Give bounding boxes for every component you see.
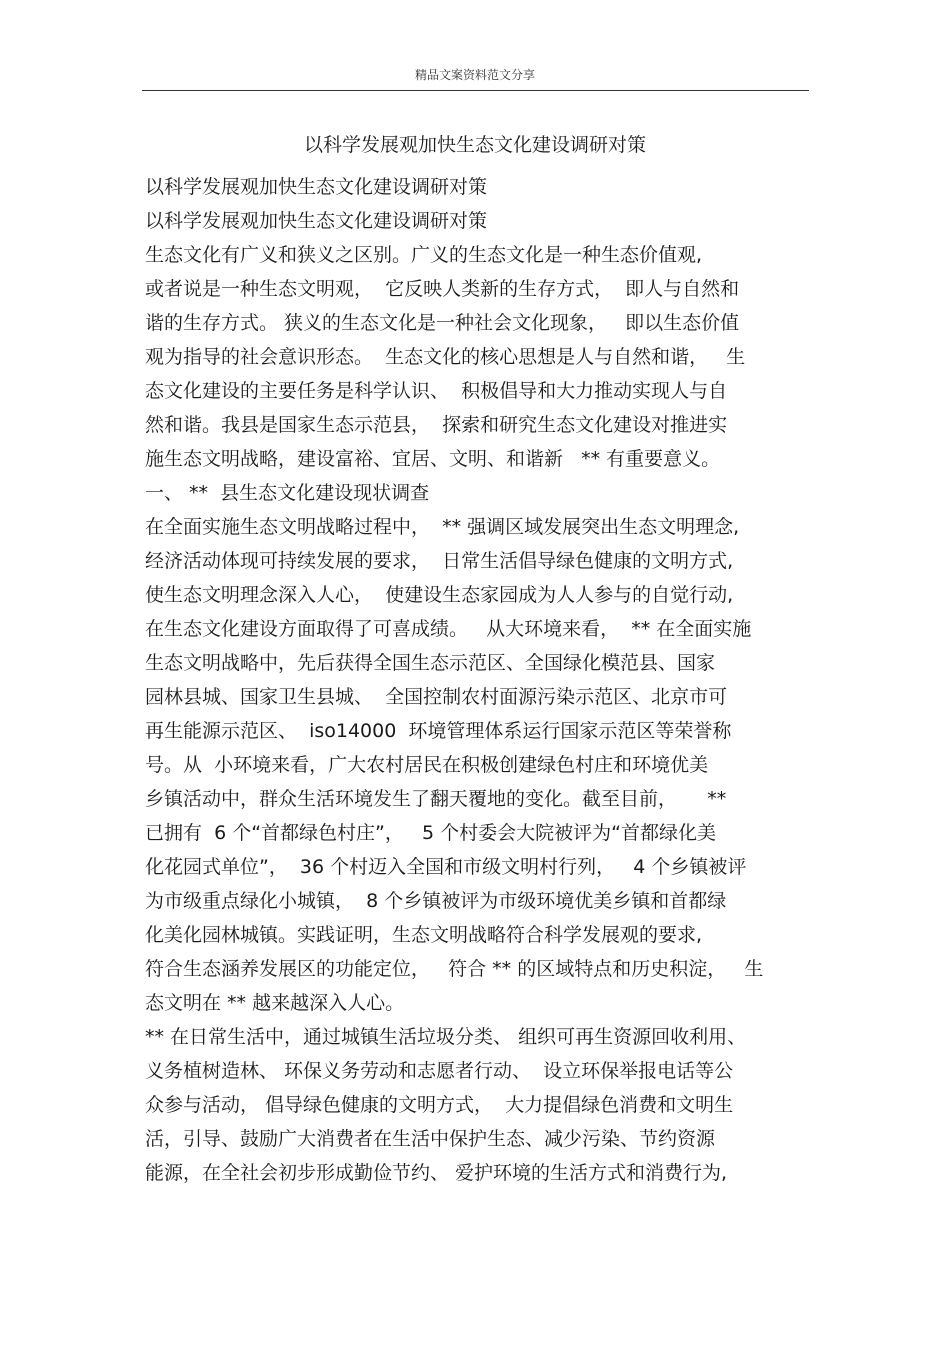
body-text-line: 已拥有 6 个“首都绿色村庄”， 5 个村委会大院被评为“首都绿化美 xyxy=(145,822,716,844)
body-text-line: 义务植树造林、 环保义务劳动和志愿者行动、 设立环保举报电话等公 xyxy=(145,1060,734,1082)
body-text-line: 态文明在 ** 越来越深入人心。 xyxy=(145,992,405,1014)
document-body xyxy=(145,170,815,1190)
body-text-line: 经济活动体现可持续发展的要求， 日常生活倡导绿色健康的文明方式, xyxy=(145,550,734,572)
body-text-line: 符合生态涵养发展区的功能定位， 符合 ** 的区域特点和历史积淀， 生 xyxy=(145,958,764,980)
body-text-line: ** 在日常生活中，通过城镇生活垃圾分类、 组织可再生资源回收利用、 xyxy=(145,1026,747,1048)
body-text-line: 然和谐。我县是国家生态示范县， 探索和研究生态文化建设对推进实 xyxy=(145,414,728,436)
body-text-line: 园林县城、国家卫生县城、 全国控制农村面源污染示范区、北京市可 xyxy=(145,686,728,708)
page-header: 精品文案资料范文分享 xyxy=(414,68,535,82)
body-text-line: 在全面实施生态文明战略过程中， ** 强调区域发展突出生态文明理念, xyxy=(145,516,740,538)
body-text-line: 一、 ** 县生态文化建设现状调查 xyxy=(145,482,430,504)
body-text-line: 再生能源示范区、 iso14000 环境管理体系运行国家示范区等荣誉称 xyxy=(145,720,732,742)
body-text-line: 化美化园林城镇。实践证明，生态文明战略符合科学发展观的要求, xyxy=(145,924,703,946)
body-text-line: 以科学发展观加快生态文化建设调研对策 xyxy=(145,210,488,232)
body-text-line: 活，引导、鼓励广大消费者在生活中保护生态、减少污染、节约资源 xyxy=(145,1128,716,1150)
body-text-line: 在生态文化建设方面取得了可喜成绩。 从大环境来看， ** 在全面实施 xyxy=(145,618,752,640)
body-text-line: 生态文明战略中，先后获得全国生态示范区、全国绿化模范县、国家 xyxy=(145,652,716,674)
body-text-line: 态文化建设的主要任务是科学认识、 积极倡导和大力推动实现人与自 xyxy=(145,380,728,402)
body-text-line: 谐的生存方式。 狭义的生态文化是一种社会文化现象， 即以生态价值 xyxy=(145,312,740,334)
body-text-line: 使生态文明理念深入人心， 使建设生态家园成为人人参与的自觉行动, xyxy=(145,584,734,606)
body-text-line: 施生态文明战略，建设富裕、宜居、文明、和谐新 ** 有重要意义。 xyxy=(145,448,721,470)
body-text-line: 或者说是一种生态文明观， 它反映人类新的生存方式， 即人与自然和 xyxy=(145,278,740,300)
header-divider xyxy=(142,90,809,91)
body-text-line: 为市级重点绿化小城镇， 8 个乡镇被评为市级环境优美乡镇和首都绿 xyxy=(145,890,727,912)
body-text-line: 化花园式单位”， 36 个村迈入全国和市级文明村行列， 4 个乡镇被评 xyxy=(145,856,747,878)
body-text-line: 众参与活动， 倡导绿色健康的文明方式， 大力提倡绿色消费和文明生 xyxy=(145,1094,734,1116)
body-text-line: 号。从 小环境来看，广大农村居民在积极创建绿色村庄和环境优美 xyxy=(145,754,709,776)
body-text-line: 乡镇活动中，群众生活环境发生了翻天覆地的变化。截至目前， ** xyxy=(145,788,727,810)
body-text-line: 观为指导的社会意识形态。 生态文化的核心思想是人与自然和谐， 生 xyxy=(145,346,746,368)
body-text-line: 能源，在全社会初步形成勤俭节约、 爱护环境的生活方式和消费行为, xyxy=(145,1162,728,1184)
document-title: 以科学发展观加快生态文化建设调研对策 xyxy=(303,134,646,156)
body-text-line: 以科学发展观加快生态文化建设调研对策 xyxy=(145,176,488,198)
body-text-line: 生态文化有广义和狭义之区别。广义的生态文化是一种生态价值观, xyxy=(145,244,703,266)
